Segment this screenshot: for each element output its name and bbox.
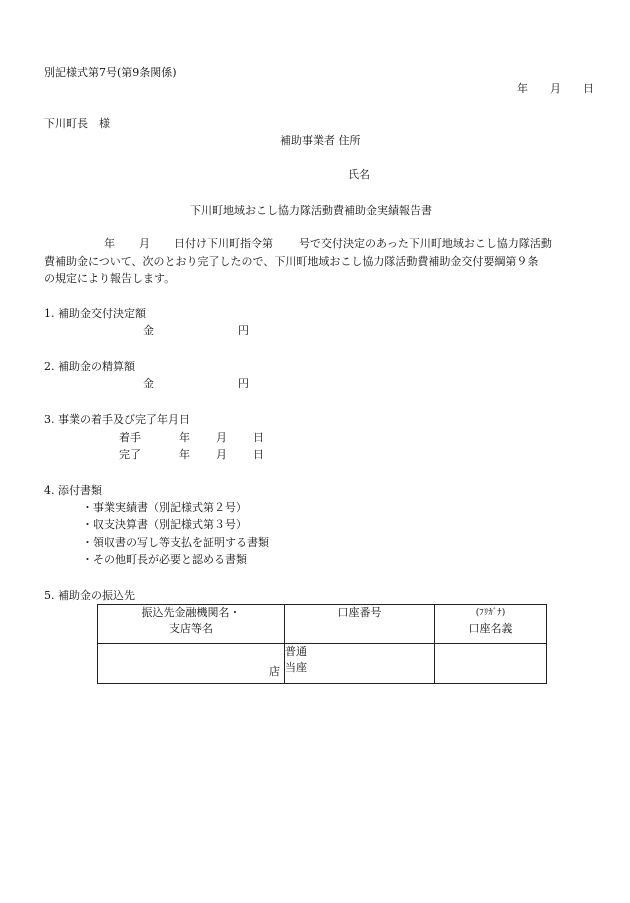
item2-kin: 金: [143, 377, 154, 390]
body-line-3: の規定により報告します。: [44, 272, 176, 285]
attachment-item: ・領収書の写し等支払を証明する書類: [82, 536, 269, 549]
start-date-row: [119, 431, 264, 444]
account-holder-header: [435, 605, 547, 644]
bank-name-header-line1: 振込先金融機関名・: [141, 606, 241, 619]
body-month: 月: [139, 237, 150, 250]
body-line-1: [104, 237, 552, 250]
item1-heading: 1. 補助金交付決定額: [44, 307, 146, 320]
item2-heading: 2. 補助金の精算額: [44, 360, 135, 373]
bank-table-entry-row: [98, 644, 547, 684]
item5-heading: 5. 補助金の振込先: [44, 589, 135, 602]
body-text-a: 日付け下川町指令第: [174, 237, 273, 250]
branch-suffix: 店: [269, 665, 280, 678]
start-day: 日: [253, 431, 264, 444]
addressee: 下川町長 様: [44, 117, 110, 130]
bank-name-cell[interactable]: [98, 644, 285, 684]
end-date-row: [119, 448, 264, 461]
bank-name-header: [98, 605, 285, 644]
item1-yen: 円: [238, 324, 249, 337]
account-holder-cell[interactable]: [435, 644, 547, 684]
item2-yen: 円: [238, 377, 249, 390]
date-month-label: 月: [550, 82, 561, 95]
body-line-2: 費補助金について、次のとおり完了したので、下川町地域おこし協力隊活動費補助金交付要綱第９条: [44, 255, 539, 268]
end-label: 完了: [119, 448, 141, 461]
start-month: 月: [216, 431, 227, 444]
bank-name-header-line2: 支店等名: [169, 622, 213, 635]
item4-heading: 4. 添付書類: [44, 484, 102, 497]
account-number-header: 口座番号: [285, 605, 435, 644]
report-date: [517, 82, 594, 95]
body-text-b: 号で交付決定のあった下川町地域おこし協力隊活動: [299, 237, 552, 250]
account-holder-label: 口座名義: [468, 622, 513, 635]
end-month: 月: [216, 448, 227, 461]
body-year: 年: [104, 237, 115, 250]
applicant-name-label: 氏名: [348, 168, 370, 181]
account-type-current: 当座: [285, 661, 307, 674]
document-title: 下川町地域おこし協力隊活動費補助金実績報告書: [190, 204, 432, 217]
account-type-ordinary: 普通: [285, 645, 307, 658]
date-year-label: 年: [517, 82, 528, 95]
start-label: 着手: [119, 431, 141, 444]
bank-table-header-row: [98, 605, 547, 644]
item3-heading: 3. 事業の着手及び完了年月日: [44, 413, 190, 426]
attachment-item: ・事業実績書（別記様式第２号）: [82, 501, 247, 514]
furigana-label: (ﾌﾘｶﾞﾅ): [475, 608, 506, 618]
date-day-label: 日: [583, 82, 594, 95]
start-year: 年: [179, 431, 190, 444]
account-number-cell[interactable]: [285, 644, 435, 684]
bank-transfer-table: [97, 604, 547, 684]
attachment-item: ・収支決算書（別記様式第３号）: [82, 518, 247, 531]
applicant-address-label: 補助事業者 住所: [280, 134, 361, 147]
attachment-item: ・その他町長が必要と認める書類: [82, 553, 247, 566]
item1-kin: 金: [143, 324, 154, 337]
end-day: 日: [253, 448, 264, 461]
end-year: 年: [179, 448, 190, 461]
form-number: 別記様式第7号(第9条関係): [44, 66, 177, 79]
